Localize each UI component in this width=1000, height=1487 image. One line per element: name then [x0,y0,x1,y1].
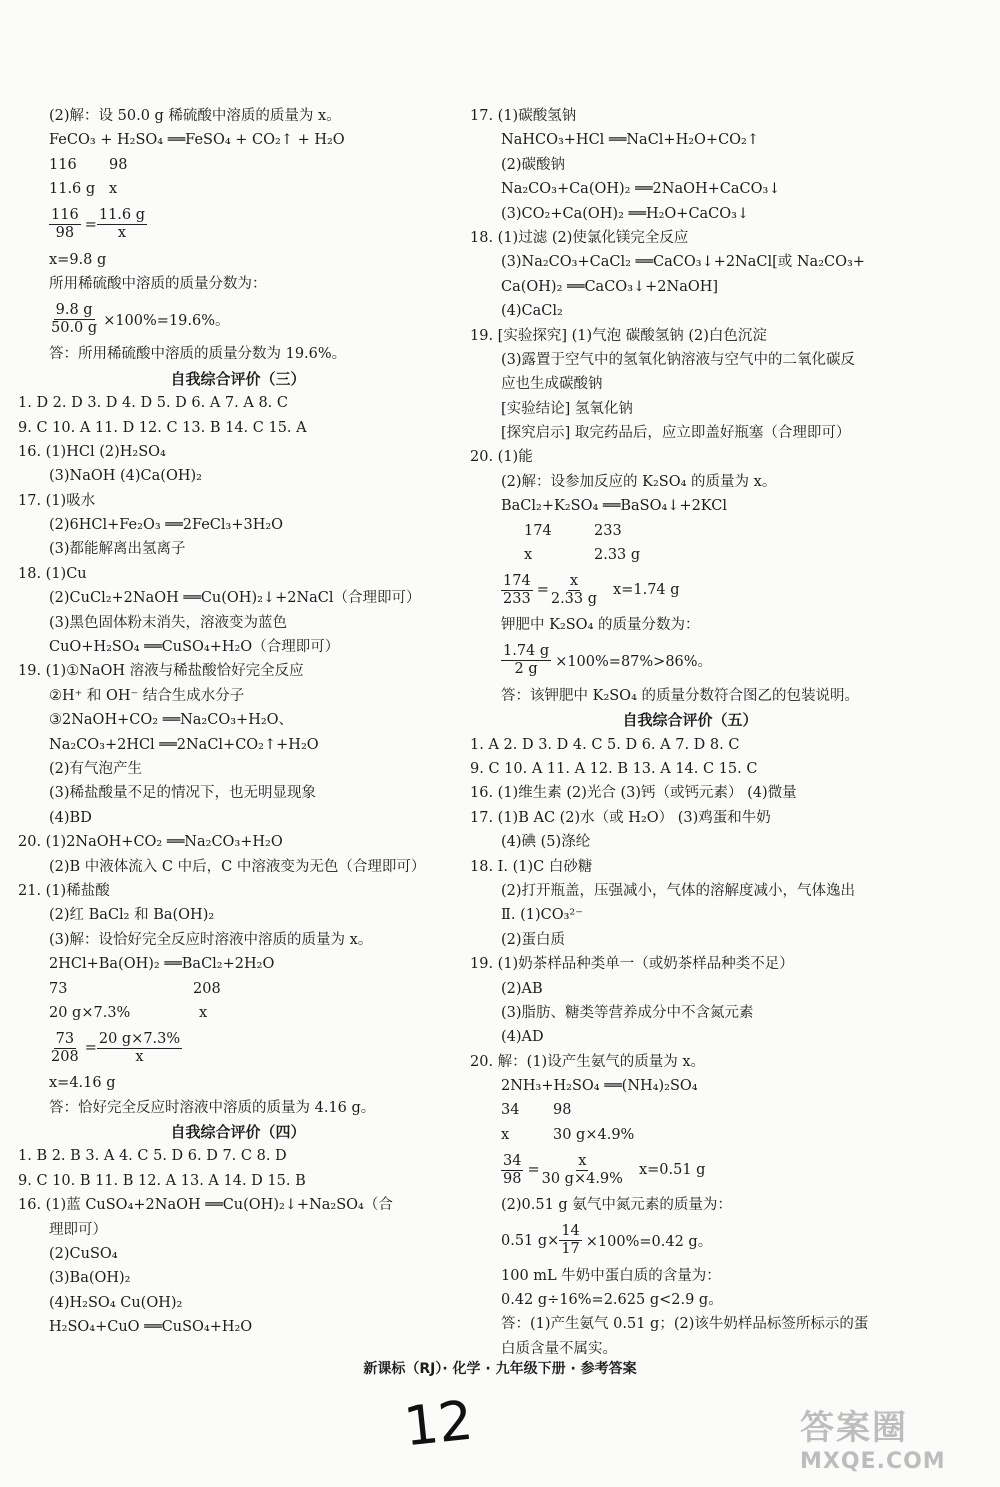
text-line: 18. Ⅰ. (1)C 白砂糖 [470,858,593,875]
text-line: 1. B 2. B 3. A 4. C 5. D 6. D 7. C 8. D [18,1148,287,1165]
text-line: 理即可） [49,1221,107,1238]
text-line: ②H⁺ 和 OH⁻ 结合生成水分子 [49,687,245,704]
text-line: 19. (1)奶茶样品种类单一（或奶茶样品种类不足） [470,956,794,973]
text-line: 19. [实验探究] (1)气泡 碳酸氢钠 (2)白色沉淀 [470,327,767,344]
text-line: (3)都能解离出氢离子 [49,541,186,558]
text-line: Ⅱ. (1)CO₃²⁻ [501,907,583,924]
text-line: 钾肥中 K₂SO₄ 的质量分数为： [501,617,700,634]
fraction-equation: $\frac{174}{233}$ = $\frac{x}{2.33 g}$ x=1.74 g [503,572,680,607]
text-line: (2)6HCl+Fe₂O₃ ══2FeCl₃+3H₂O [49,517,284,534]
text-line: 9. C 10. A 11. D 12. C 13. B 14. C 15. A [18,419,307,436]
text-line: 174 233 [524,522,622,539]
text-line: 16. (1)HCl (2)H₂SO₄ [18,443,166,460]
watermark-url: MXQE.COM [800,1449,946,1474]
text-line: (3)黑色固体粉末消失，溶液变为蓝色 [49,614,288,631]
text-line: x 30 g×4.9% [501,1126,635,1143]
text-line: FeCO₃ + H₂SO₄ ══FeSO₄ + CO₂↑ + H₂O [49,132,345,149]
text-line: (3)露置于空气中的氢氧化钠溶液与空气中的二氧化碳反 [501,351,856,368]
text-line: 116 98 [49,156,128,173]
text-line: (2)碳酸钠 [501,156,566,173]
text-line: 答：恰好完全反应时溶液中溶质的质量为 4.16 g。 [49,1099,376,1116]
text-line: 0.42 g÷16%=2.625 g<2.9 g。 [501,1292,723,1309]
text-line: CuO+H₂SO₄ ══CuSO₄+H₂O（合理即可） [49,639,340,656]
text-line: 17. (1)碳酸氢钠 [470,108,577,124]
left-column [18,104,458,1340]
text-line: 答：(1)产生氨气 0.51 g；(2)该牛奶样品标签所标示的蛋 [501,1316,869,1333]
text-line: (2)CuSO₄ [49,1246,118,1263]
text-line: 19. (1)①NaOH 溶液与稀盐酸恰好完全反应 [18,663,304,680]
text-line: 所用稀硫酸中溶质的质量分数为： [49,275,267,292]
text-line: (2)有气泡产生 [49,760,143,777]
text-line: (3)稀盐酸量不足的情况下，也无明显现象 [49,785,317,802]
text-line: x=4.16 g [49,1075,116,1092]
text-line: 100 mL 牛奶中蛋白质的含量为： [501,1267,721,1284]
text-line: (3)解：设恰好完全反应时溶液中溶质的质量为 x。 [49,931,373,948]
text-line: (4)AD [501,1029,544,1046]
text-line: 16. (1)蓝 CuSO₄+2NaOH ══Cu(OH)₂↓+Na₂SO₄（合 [18,1197,393,1214]
text-line: 20. 解：(1)设产生氨气的质量为 x。 [470,1053,705,1070]
text-line: 20. (1)2NaOH+CO₂ ══Na₂CO₃+H₂O [18,834,283,851]
right-column [470,104,910,1361]
text-line: (2)B 中液体流入 C 中后，C 中溶液变为无色（合理即可） [49,858,426,875]
text-line: 1. D 2. D 3. D 4. D 5. D 6. A 7. A 8. C [18,395,288,412]
fraction-equation: $\frac{34}{98}$ = $\frac{x}{30 g\times 4.9\%}$ x=0.51 g [503,1152,706,1187]
text-line: 21. (1)稀盐酸 [18,882,110,899]
text-line: BaCl₂+K₂SO₄ ══BaSO₄↓+2KCl [501,498,727,515]
text-line: [探究启示] 取完药品后，应立即盖好瓶塞（合理即可） [501,425,851,442]
text-line: NaHCO₃+HCl ══NaCl+H₂O+CO₂↑ [501,132,760,149]
text-line: (2)解：设参加反应的 K₂SO₄ 的质量为 x。 [501,473,777,490]
text-line: 1. A 2. D 3. D 4. C 5. D 6. A 7. D 8. C [470,736,740,753]
text-line: (2)蛋白质 [501,931,566,948]
page-footer: 新课标（RJ）· 化学 · 九年级下册 · 参考答案 [363,1361,637,1377]
text-line: 17. (1)B AC (2)水（或 H₂O） (3)鸡蛋和牛奶 [470,809,771,826]
fraction-equation: $\frac{1.74 g}{2 g}$ ×100%=87%>86%。 [503,643,713,678]
text-line: 2HCl+Ba(OH)₂ ══BaCl₂+2H₂O [49,956,275,973]
text-line: 20. (1)能 [470,449,533,466]
text-line: 9. C 10. B 11. B 12. A 13. A 14. D 15. B [18,1172,306,1189]
text-line: 答：该钾肥中 K₂SO₄ 的质量分数符合图乙的包装说明。 [501,687,859,704]
text-line: 18. (1)过滤 (2)使氯化镁完全反应 [470,229,689,246]
text-line: x=9.8 g [49,251,107,268]
text-line: (2)AB [501,980,543,997]
text-line: [实验结论] 氢氧化钠 [501,400,633,417]
text-line: (4)H₂SO₄ Cu(OH)₂ [49,1294,183,1311]
section-title: 自我综合评价（五） [622,711,758,730]
text-line: 17. (1)吸水 [18,492,96,509]
text-line: (4)碘 (5)涤纶 [501,834,591,851]
text-line: (2)0.51 g 氨气中氮元素的质量为： [501,1197,732,1214]
handwritten-page-number: 12 [400,1388,476,1459]
text-line: 2NH₃+H₂SO₄ ══(NH₄)₂SO₄ [501,1078,698,1095]
text-line: (3)脂肪、糖类等营养成分中不含氮元素 [501,1004,754,1021]
section-title: 自我综合评价（三） [170,369,306,388]
text-line: Na₂CO₃+2HCl ══2NaCl+CO₂↑+H₂O [49,736,319,753]
text-line: 11.6 g x [49,181,118,198]
text-line: 34 98 [501,1102,572,1119]
fraction-equation: $\frac{9.8 g}{50.0 g}$ ×100%=19.6%。 [51,301,230,336]
fraction-equation: $\frac{116}{98}$ = $\frac{11.6 g}{x}$ [51,207,146,242]
text-line: 白质含量不属实。 [501,1340,617,1357]
site-watermark [800,1400,990,1480]
text-line: (4)CaCl₂ [501,303,563,320]
text-line: 9. C 10. A 11. A 12. B 13. A 14. C 15. C [470,760,758,777]
text-line: 应也生成碳酸钠 [501,376,603,393]
text-line: H₂SO₄+CuO ══CuSO₄+H₂O [49,1319,253,1336]
watermark-logo-text: 答案圈 [800,1408,908,1448]
text-line: 答：所用稀硫酸中溶质的质量分数为 19.6%。 [49,346,347,363]
text-line: (2)红 BaCl₂ 和 Ba(OH)₂ [49,907,215,924]
text-line: 73 208 [49,980,221,997]
text-line: (4)BD [49,809,92,826]
text-line: 16. (1)维生素 (2)光合 (3)钙（或钙元素） (4)微量 [470,785,797,802]
text-line: 20 g×7.3% x [49,1004,208,1021]
text-line: (2)打开瓶盖，压强减小，气体的溶解度减小，气体逸出 [501,882,856,899]
text-line: Ca(OH)₂ ══CaCO₃↓+2NaOH] [501,278,719,295]
fraction-equation: $\frac{73}{208}$ = $\frac{20 g\times 7.3\%}{x}$ [51,1030,181,1065]
fraction-equation: 0.51 g× $\frac{14}{17}$ ×100%=0.42 g。 [501,1223,713,1258]
text-line: (2)解：设 50.0 g 稀硫酸中溶质的质量为 x。 [49,108,341,124]
text-line: 18. (1)Cu [18,565,87,582]
section-title: 自我综合评价（四） [170,1123,306,1142]
text-line: (3)NaOH (4)Ca(OH)₂ [49,468,202,485]
text-line: (3)Ba(OH)₂ [49,1270,131,1287]
text-line: (3)Na₂CO₃+CaCl₂ ══CaCO₃↓+2NaCl[或 Na₂CO₃+ [501,254,865,271]
text-line: ③2NaOH+CO₂ ══Na₂CO₃+H₂O、 [49,712,294,729]
text-line: (2)CuCl₂+2NaOH ══Cu(OH)₂↓+2NaCl（合理即可） [49,590,421,607]
text-line: Na₂CO₃+Ca(OH)₂ ══2NaOH+CaCO₃↓ [501,181,781,198]
text-line: (3)CO₂+Ca(OH)₂ ══H₂O+CaCO₃↓ [501,205,750,222]
text-line: x 2.33 g [524,547,641,564]
